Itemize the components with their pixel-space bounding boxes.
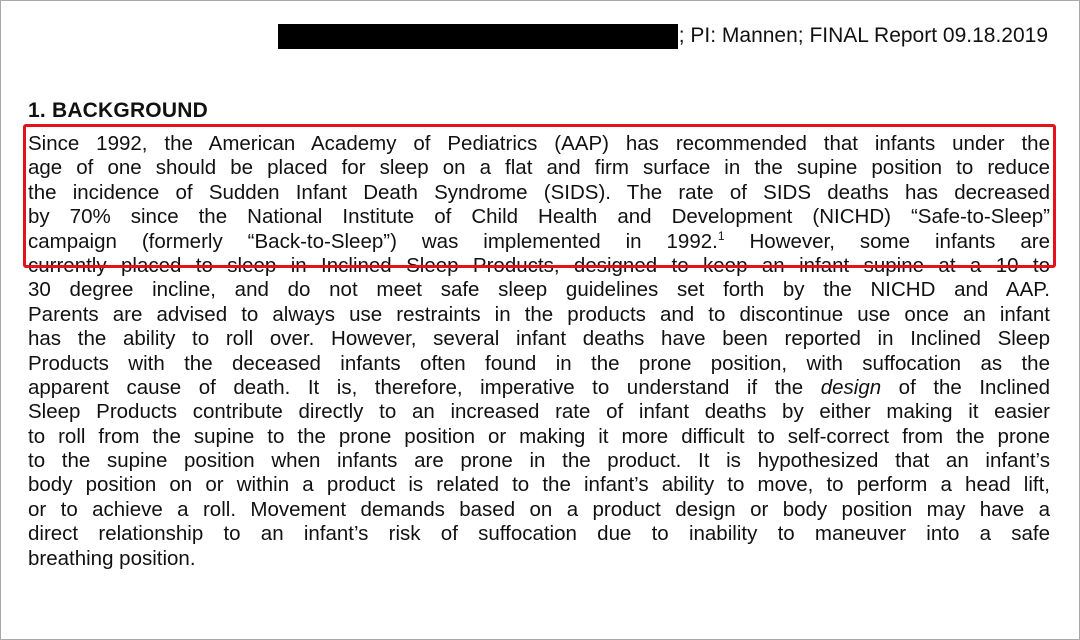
paragraph-line: Products with the deceased infants often found in the prone position, with suffocation as the bbox=[28, 351, 1050, 375]
report-header bbox=[278, 22, 1048, 50]
paragraph-line: Sleep Products contribute directly to an increased rate of infant deaths by either making it easier bbox=[28, 400, 1050, 424]
paragraph-line: direct relationship to an infant’s risk of suffocation due to inability to maneuver into a safe bbox=[28, 522, 1050, 546]
footnote-marker: 1 bbox=[717, 228, 725, 243]
paragraph-line: body position on or within a product is related to the infant’s ability to move, to perform a head lift, bbox=[28, 473, 1050, 497]
background-paragraph bbox=[28, 132, 1050, 571]
paragraph-line: currently placed to sleep in Inclined Sleep Products, designed to keep an infant supine at a 10 to bbox=[28, 253, 1050, 277]
emphasized-word: design bbox=[820, 375, 882, 399]
paragraph-line: 30 degree incline, and do not meet safe sleep guidelines set forth by the NICHD and AAP. bbox=[28, 278, 1050, 302]
header-text: ; PI: Mannen; FINAL Report 09.18.2019 bbox=[678, 24, 1048, 47]
paragraph-line: Since 1992, the American Academy of Pediatrics (AAP) has recommended that infants under the bbox=[28, 132, 1050, 155]
paragraph-line bbox=[28, 376, 1050, 400]
paragraph-line: age of one should be placed for sleep on a flat and firm surface in the supine position to reduce bbox=[28, 156, 1050, 180]
line-segment: of the Inclined bbox=[881, 375, 1051, 399]
paragraph-line bbox=[28, 230, 1050, 254]
paragraph-line: breathing position. bbox=[28, 546, 196, 570]
line-segment: apparent cause of death. It is, therefore, imperative to understand if the bbox=[28, 375, 821, 399]
paragraph-line: to the supine position when infants are prone in the product. It is hypothesized that an infant’s bbox=[28, 449, 1050, 473]
section-heading: 1. BACKGROUND bbox=[28, 99, 208, 122]
paragraph-line: the incidence of Sudden Infant Death Syndrome (SIDS). The rate of SIDS deaths has decreased bbox=[28, 180, 1050, 204]
line-segment: However, some infants are bbox=[724, 229, 1050, 253]
paragraph-line: by 70% since the National Institute of Child Health and Development (NICHD) “Safe-to-Sleep” bbox=[28, 205, 1050, 229]
paragraph-line: Parents are advised to always use restraints in the products and to discontinue use once an infant bbox=[28, 302, 1050, 326]
paragraph-line: has the ability to roll over. However, several infant deaths have been reported in Inclined Sleep bbox=[28, 327, 1050, 351]
paragraph-line: to roll from the supine to the prone position or making it more difficult to self-correct from the prone bbox=[28, 424, 1050, 448]
line-segment: campaign (formerly “Back-to-Sleep”) was implemented in 1992. bbox=[28, 229, 718, 253]
paragraph-line: or to achieve a roll. Movement demands based on a product design or body position may have a bbox=[28, 497, 1050, 521]
redaction-bar bbox=[278, 24, 678, 49]
